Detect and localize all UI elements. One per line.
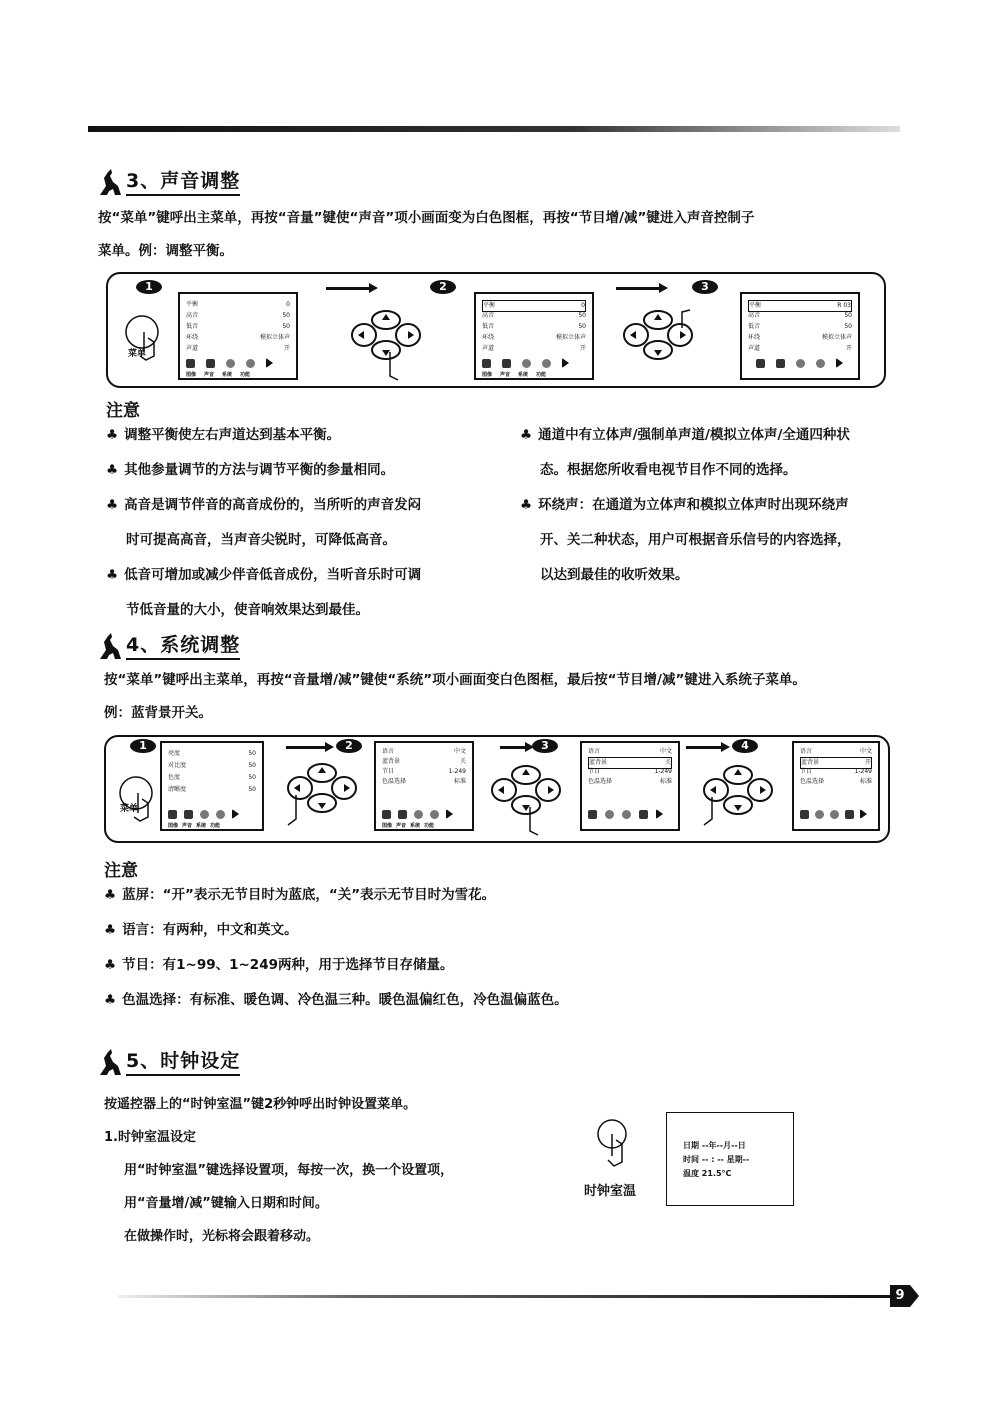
tv-menu-screen: 平衡 0 高音 50 低音 50 环绕 模拟立体声 声道 开 图像 声音 系统 功能 [474,292,594,380]
notes-heading: 注意 [104,861,138,881]
section-5-text: 按遥控器上的“时钟室温”键2秒钟呼出时钟设置菜单。 1.时钟室温设定 用“时钟室温”键选择设置项，每按一次，换一个设置项， 用“音量增/减”键输入日期和时间。 在做操作时，光标将会跟着移动。 [104,1097,454,1244]
section-3-notes-right: ♣ 通道中有立体声/强制单声道/模拟立体声/全通四种状 态。根据您所收看电视节目作不同的选择。 ♣ 环绕声：在通道为立体声和模拟立体声时出现环绕声 开、关二种状态，用户可根据音乐信号的内容选择， 以达到最佳的收听效果。 [520,427,851,583]
next-icon [860,809,867,819]
system-icon [226,359,235,368]
picture-icon [756,359,765,368]
section-5-heading [96,1046,240,1076]
section-3-diagram [106,272,886,388]
tv-menu-screen: 语言 中文 蓝背景 关 节目 1-249 色温选择 标准 图像 声音 系统 功能 [374,741,474,831]
function-icon [246,359,255,368]
section-5-title: 5、时钟设定 [126,1046,240,1076]
picture-icon [800,810,809,819]
function-icon [816,359,825,368]
clock-row-label: 温度 [683,1169,699,1178]
picture-icon [482,359,491,368]
system-icon [414,810,423,819]
notes-heading: 注意 [106,401,140,421]
menu-key-label: 菜单 [120,804,139,814]
next-icon [266,358,273,368]
sound-icon [398,810,407,819]
picture-icon [186,359,195,368]
clock-row-value: -- : -- 星期-- [701,1155,750,1164]
section-3-heading [96,166,240,196]
section-3-notes-left: ♣ 调整平衡使左右声道达到基本平衡。 ♣ 其他参量调节的方法与调节平衡的参量相同。 ♣ 高音是调节伴音的高音成份的，当所听的声音发闷 时可提高高音，当声音尖锐时，可降低高音。 ♣ 低音可增加或减少伴音低音成份，当听音乐时可调 节低音量的大小，使音响效果达到最佳。 [106,427,422,618]
step-arrow [326,287,370,290]
section-3-title: 3、声音调整 [126,166,240,196]
clock-row-value: 21.5°C [701,1169,732,1178]
remote-dpad-icon [486,761,566,837]
menu-key-label: 菜单 [128,349,147,359]
sound-icon [184,810,193,819]
section-3-intro: 按“菜单”键呼出主菜单，再按“音量”键使“声音”项小画面变为白色图框，再按“节目增/减”键进入声音控制子 菜单。例：调整平衡。 [98,210,755,259]
function-icon [622,810,631,819]
remote-dpad-icon [698,761,778,837]
function-icon [216,810,225,819]
step-arrow [286,746,326,749]
step-badge: 1 [130,739,156,753]
step-badge: 3 [692,280,718,294]
tv-menu-screen: 平衡 R 03 高音 50 低音 50 环绕 模拟立体声 声道 开 [740,292,860,380]
clock-settings-screen [666,1112,794,1206]
function-icon [430,810,439,819]
step-badge: 4 [732,739,758,753]
section-4-diagram [104,735,890,843]
clock-row-label: 时间 [683,1155,699,1164]
next-icon [232,809,239,819]
step-badge: 1 [136,280,162,294]
next-icon [562,358,569,368]
next-icon [446,809,453,819]
step-arrow [686,746,722,749]
system-icon [522,359,531,368]
system-icon [796,359,805,368]
bottom-rule [118,1295,896,1298]
function-icon [542,359,551,368]
sound-icon [502,359,511,368]
next-icon [836,358,843,368]
system-icon [815,810,824,819]
remote-dpad-icon [618,306,698,382]
sound-icon [206,359,215,368]
top-rule [88,126,900,132]
sound-icon [639,810,648,819]
tv-menu-screen: 语言 中文 蓝背景 开 节目 1-249 色温选择 标准 [792,741,880,831]
section-4-notes: ♣ 蓝屏：“开”表示无节目时为蓝底，“关”表示无节目时为雪花。 ♣ 语言：有两种，中文和英文。 ♣ 节目：有1~99、1~249两种，用于选择节目存储量。 ♣ 色温选择：有标准、暖色调、冷色温三种。暖色温偏红色，冷色温偏蓝色。 [104,887,568,1008]
kangaroo-icon [96,168,122,196]
step-arrow [500,746,526,749]
tv-menu-screen: 平衡 0 高音 50 低音 50 环绕 模拟立体声 声道 开 图像 声音 系统 功能 [178,292,298,380]
clock-row-value: --年--月--日 [701,1141,746,1150]
picture-icon [168,810,177,819]
sound-icon [776,359,785,368]
section-4-title: 4、系统调整 [126,630,240,660]
clock-row-label: 日期 [683,1141,699,1150]
kangaroo-icon [96,1048,122,1076]
kangaroo-icon [96,632,122,660]
press-hand-icon [594,1116,634,1172]
picture-icon [588,810,597,819]
clock-temp-key-label: 时钟室温 [584,1184,637,1199]
sound-icon [845,810,854,819]
page-number: 9 [890,1285,910,1307]
step-arrow [616,287,660,290]
system-icon [200,810,209,819]
tv-menu-screen: 语言 中文 蓝背景 关 节目 1-249 色温选择 标准 [580,741,680,831]
next-icon [656,809,663,819]
function-icon [830,810,839,819]
press-hand-icon [118,773,158,825]
step-badge: 3 [532,739,558,753]
tv-menu-screen: 亮度 50 对比度 50 色度 50 清晰度 50 图像 声音 系统 功能 [160,741,264,831]
section-4-intro: 按“菜单”键呼出主菜单，再按“音量增/减”键使“系统”项小画面变白色图框，最后按“节目增/减”键进入系统子菜单。 例：蓝背景开关。 [104,672,806,721]
section-4-heading [96,630,240,660]
system-icon [605,810,614,819]
step-badge: 2 [336,739,362,753]
remote-dpad-icon [346,306,426,382]
remote-dpad-icon [282,759,362,835]
picture-icon [382,810,391,819]
step-badge: 2 [430,280,456,294]
